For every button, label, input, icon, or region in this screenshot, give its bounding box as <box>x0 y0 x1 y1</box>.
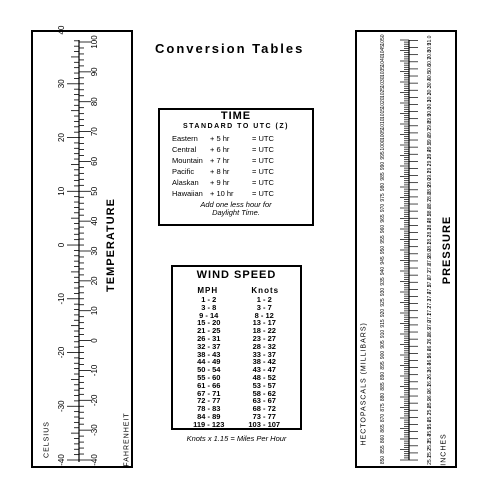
inch-tick-label: 30.8 <box>427 49 433 60</box>
hpa-tick-label: 980 <box>380 182 386 192</box>
time-result: = UTC <box>252 178 274 187</box>
inch-tick-label: 28.7 <box>427 199 433 209</box>
fahrenheit-tick-label: 90 <box>90 67 99 77</box>
inch-tick-label: 25.8 <box>427 405 433 416</box>
hpa-tick-label: 855 <box>380 445 386 454</box>
celsius-tick-label: -40 <box>57 454 66 466</box>
inch-tick-label: 29.8 <box>427 120 433 131</box>
time-row <box>160 133 312 144</box>
hpa-tick-label: 940 <box>380 266 386 276</box>
hpa-tick-label: 1010 <box>380 118 386 130</box>
wind-mph: 61 - 66 <box>197 380 221 390</box>
inch-tick-label: 25.7 <box>427 412 433 423</box>
fahrenheit-tick-label: -10 <box>90 364 99 377</box>
inch-tick-label: 27.0 <box>427 320 433 330</box>
time-zone: Central <box>172 145 197 154</box>
wind-knots: 23 - 27 <box>252 333 276 343</box>
wind-mph: 72 - 77 <box>197 396 221 406</box>
time-row <box>160 155 312 166</box>
wind-knots: 28 - 32 <box>252 341 276 351</box>
fahrenheit-tick-label: -40 <box>90 454 99 466</box>
celsius-tick-label: 40 <box>57 25 66 35</box>
hpa-tick-label: 950 <box>380 245 386 255</box>
inch-tick-label: 25.2 <box>427 448 433 458</box>
inch-tick-label: 25.9 <box>427 398 433 409</box>
wind-mph: 44 - 49 <box>197 357 221 367</box>
hpa-tick-label: 885 <box>380 382 386 391</box>
inch-tick-label: 25.3 <box>427 440 433 451</box>
time-title: TIME <box>220 110 252 122</box>
inch-tick-label: 29.7 <box>427 128 433 138</box>
wind-note: Knots x 1.15 = Miles Per Hour <box>186 433 287 443</box>
inch-tick-label: 29.1 <box>427 170 433 181</box>
wind-knots: 1 - 2 <box>256 295 272 304</box>
hpa-tick-label: 865 <box>380 424 386 433</box>
fahrenheit-tick-label: 70 <box>90 127 99 137</box>
fahrenheit-tick-label: 40 <box>90 216 99 226</box>
hpa-tick-label: 920 <box>380 308 386 318</box>
fahrenheit-tick-label: 10 <box>90 306 99 316</box>
wind-mph: 67 - 71 <box>197 388 221 398</box>
celsius-tick-label: 10 <box>57 186 66 196</box>
wind-knots: 48 - 52 <box>252 372 276 382</box>
hpa-tick-label: 905 <box>380 340 386 349</box>
wind-mph: 3 - 8 <box>201 302 217 312</box>
inch-tick-label: 26.1 <box>427 384 433 394</box>
time-row <box>160 166 312 177</box>
inch-tick-label: 28.9 <box>427 184 433 195</box>
inch-tick-label: 28.3 <box>427 227 433 238</box>
celsius-tick-label: -20 <box>57 346 66 359</box>
time-row <box>160 177 312 188</box>
inch-tick-label: 25.6 <box>427 419 433 430</box>
inch-tick-label: 30.4 <box>427 78 433 88</box>
hpa-tick-label: 990 <box>380 161 386 171</box>
hpa-tick-label: 1035 <box>380 65 386 78</box>
wind-knots: 58 - 62 <box>252 388 276 398</box>
time-table <box>158 108 314 226</box>
hpa-tick-label: 1000 <box>380 139 386 151</box>
inch-tick-label: 26.6 <box>427 348 433 359</box>
hpa-tick-label: 900 <box>380 350 386 360</box>
inch-tick-label: 26.8 <box>427 334 433 345</box>
inch-tick-label: 26.3 <box>427 369 433 380</box>
hpa-tick-label: 910 <box>380 329 386 339</box>
hpa-tick-label: 995 <box>380 151 386 160</box>
hpa-tick-label: 965 <box>380 214 386 223</box>
inch-tick-label: 25.5 <box>427 426 433 437</box>
time-zone: Pacific <box>172 167 195 176</box>
wind-knots: 3 - 7 <box>256 302 272 312</box>
hpa-tick-label: 915 <box>380 319 386 328</box>
inch-tick-label: 27.7 <box>427 270 433 281</box>
time-offset: + 10 hr <box>210 189 234 198</box>
inch-tick-label: 27.5 <box>427 284 433 295</box>
time-offset: + 8 hr <box>210 167 230 176</box>
time-row <box>160 188 312 199</box>
inch-tick-label: 26.5 <box>427 355 433 366</box>
time-note: Add one less hour for Daylight Time. <box>200 200 272 217</box>
time-zone: Mountain <box>172 156 203 165</box>
time-result: = UTC <box>252 167 274 176</box>
hpa-tick-label: 1030 <box>380 76 386 88</box>
wind-knots: 38 - 42 <box>252 357 276 367</box>
hpa-tick-label: 895 <box>380 361 386 370</box>
mph-header: MPH <box>197 286 219 295</box>
inch-tick-label: 28.8 <box>427 192 433 202</box>
inch-tick-label: 29.0 <box>427 177 433 188</box>
fahrenheit-tick-label: 100 <box>90 35 99 49</box>
inch-tick-label: 30.1 <box>427 99 433 110</box>
time-zone: Hawaiian <box>172 189 203 198</box>
inch-tick-label: 30.7 <box>427 56 433 67</box>
wind-mph: 50 - 54 <box>197 365 221 375</box>
inch-tick-label: 26.4 <box>427 362 433 373</box>
wind-mph: 26 - 31 <box>197 333 221 343</box>
time-result: = UTC <box>252 156 274 165</box>
celsius-tick-label: 30 <box>57 79 66 89</box>
fahrenheit-tick-label: -30 <box>90 424 99 436</box>
hpa-tick-label: 1040 <box>380 55 386 67</box>
time-offset: + 7 hr <box>210 156 230 165</box>
inch-tick-label: 29.3 <box>427 156 433 167</box>
fahrenheit-tick-label: 0 <box>90 338 99 343</box>
inch-tick-label: 28.5 <box>427 213 433 224</box>
time-offset: + 9 hr <box>210 178 230 187</box>
wind-mph: 32 - 37 <box>197 341 221 351</box>
wind-knots: 63 - 67 <box>252 396 276 406</box>
inch-tick-label: 26.2 <box>427 376 433 387</box>
knots-header: Knots <box>251 286 280 295</box>
hpa-tick-label: 860 <box>380 434 386 444</box>
inch-tick-label: 26.9 <box>427 327 433 337</box>
inches-label: INCHES <box>440 433 448 466</box>
hpa-tick-label: 970 <box>380 203 386 213</box>
celsius-tick-label: -10 <box>57 292 66 305</box>
wind-mph: 78 - 83 <box>197 404 221 414</box>
inch-tick-label: 27.6 <box>427 277 433 288</box>
inch-tick-label: 28.0 <box>427 248 433 259</box>
hpa-tick-label: 985 <box>380 172 386 181</box>
time-row <box>160 144 312 155</box>
inch-tick-label: 30.0 <box>427 106 433 117</box>
time-result: = UTC <box>252 145 274 154</box>
hpa-tick-label: 975 <box>380 193 386 202</box>
inch-tick-label: 26.7 <box>427 341 433 352</box>
hpa-tick-label: 955 <box>380 235 386 244</box>
hpa-tick-label: 1045 <box>380 44 386 57</box>
wind-title: WIND SPEED <box>196 269 277 281</box>
wind-row <box>181 296 292 304</box>
wind-knots: 8 - 12 <box>254 310 274 320</box>
wind-mph: 38 - 43 <box>197 349 221 359</box>
wind-knots: 103 - 107 <box>248 419 281 429</box>
wind-knots: 13 - 17 <box>252 318 276 328</box>
hpa-tick-label: 925 <box>380 298 386 307</box>
inch-tick-label: 27.9 <box>427 256 433 266</box>
wind-mph: 1 - 2 <box>201 295 217 304</box>
fahrenheit-tick-label: 30 <box>90 246 99 256</box>
inch-tick-label: 27.1 <box>427 312 433 323</box>
hpa-tick-label: 945 <box>380 256 386 265</box>
wind-mph: 21 - 25 <box>197 326 221 336</box>
fahrenheit-tick-label: 50 <box>90 186 99 196</box>
pressure-ruler <box>355 30 457 468</box>
wind-mph: 55 - 60 <box>197 372 221 382</box>
celsius-tick-label: -30 <box>57 400 66 413</box>
hpa-tick-label: 880 <box>380 392 386 402</box>
wind-knots: 53 - 57 <box>252 380 276 390</box>
inch-tick-label: 28.1 <box>427 241 433 252</box>
inch-tick-label: 27.3 <box>427 298 433 309</box>
hpa-tick-label: 1050 <box>380 34 386 46</box>
inch-tick-label: 26.0 <box>427 391 433 401</box>
hpa-tick-label: 1015 <box>380 107 386 120</box>
time-zone: Eastern <box>172 134 198 143</box>
wind-table <box>171 265 302 443</box>
wind-row <box>181 421 292 429</box>
hpa-tick-label: 935 <box>380 277 386 286</box>
hpa-tick-label: 960 <box>380 224 386 234</box>
hpa-tick-label: 875 <box>380 403 386 412</box>
page-title: Conversion Tables <box>155 41 305 56</box>
inch-tick-label: 29.9 <box>427 113 433 124</box>
time-offset: + 6 hr <box>210 145 230 154</box>
wind-knots: 68 - 72 <box>252 404 276 414</box>
inch-tick-label: 28.4 <box>427 220 433 231</box>
wind-knots: 18 - 22 <box>252 326 276 336</box>
fahrenheit-tick-label: 80 <box>90 97 99 107</box>
wind-knots: 43 - 47 <box>252 365 276 375</box>
inch-tick-label: 30.3 <box>427 85 433 96</box>
inch-tick-label: 25.4 <box>427 433 433 444</box>
wind-mph: 15 - 20 <box>197 318 221 328</box>
hpa-tick-label: 850 <box>380 455 386 465</box>
hpa-tick-label: 1020 <box>380 97 386 109</box>
inch-tick-label: 27.4 <box>427 291 433 302</box>
inch-tick-label: 30.9 <box>427 42 433 53</box>
hpa-tick-label: 1025 <box>380 86 386 99</box>
inch-tick-label: 27.8 <box>427 263 433 273</box>
inch-tick-label: 30.6 <box>427 64 433 74</box>
time-result: = UTC <box>252 134 274 143</box>
hectopascals-label: HECTOPASCALS (MILLIBARS) <box>360 322 368 446</box>
time-zone: Alaskan <box>172 178 199 187</box>
hpa-tick-label: 1005 <box>380 128 386 141</box>
celsius-tick-label: 0 <box>57 242 66 248</box>
inch-tick-label: 31.0 <box>427 35 433 46</box>
inch-tick-label: 29.4 <box>427 149 433 160</box>
wind-knots: 73 - 77 <box>252 411 276 421</box>
time-result: = UTC <box>252 189 274 198</box>
wind-mph: 84 - 89 <box>197 411 221 421</box>
time-offset: + 5 hr <box>210 134 230 143</box>
wind-mph: 9 - 14 <box>199 310 219 320</box>
pressure-label: PRESSURE <box>441 215 453 285</box>
fahrenheit-tick-label: 20 <box>90 276 99 286</box>
hpa-tick-label: 890 <box>380 371 386 381</box>
fahrenheit-tick-label: -20 <box>90 394 99 407</box>
temperature-ruler <box>31 25 133 468</box>
wind-row <box>181 304 292 312</box>
inch-tick-label: 28.2 <box>427 234 433 245</box>
hpa-tick-label: 870 <box>380 413 386 423</box>
inch-tick-label: 25.1 <box>427 455 433 465</box>
inch-tick-label: 30.5 <box>427 71 433 81</box>
time-subtitle: STANDARD TO UTC (Z) <box>182 123 289 130</box>
wind-mph: 119 - 123 <box>193 419 225 429</box>
inch-tick-label: 27.2 <box>427 305 433 316</box>
inch-tick-label: 29.6 <box>427 135 433 145</box>
inch-tick-label: 28.6 <box>427 206 433 217</box>
fahrenheit-tick-label: 60 <box>90 156 99 166</box>
wind-knots: 33 - 37 <box>252 349 276 359</box>
temperature-label: TEMPERATURE <box>105 198 117 292</box>
inch-tick-label: 30.2 <box>427 92 433 103</box>
inch-tick-label: 29.2 <box>427 163 433 174</box>
celsius-tick-label: 20 <box>57 133 66 142</box>
hpa-tick-label: 930 <box>380 287 386 297</box>
celsius-label: CELSIUS <box>43 421 51 458</box>
fahrenheit-label: FAHRENHEIT <box>123 412 131 467</box>
inch-tick-label: 29.5 <box>427 142 433 152</box>
